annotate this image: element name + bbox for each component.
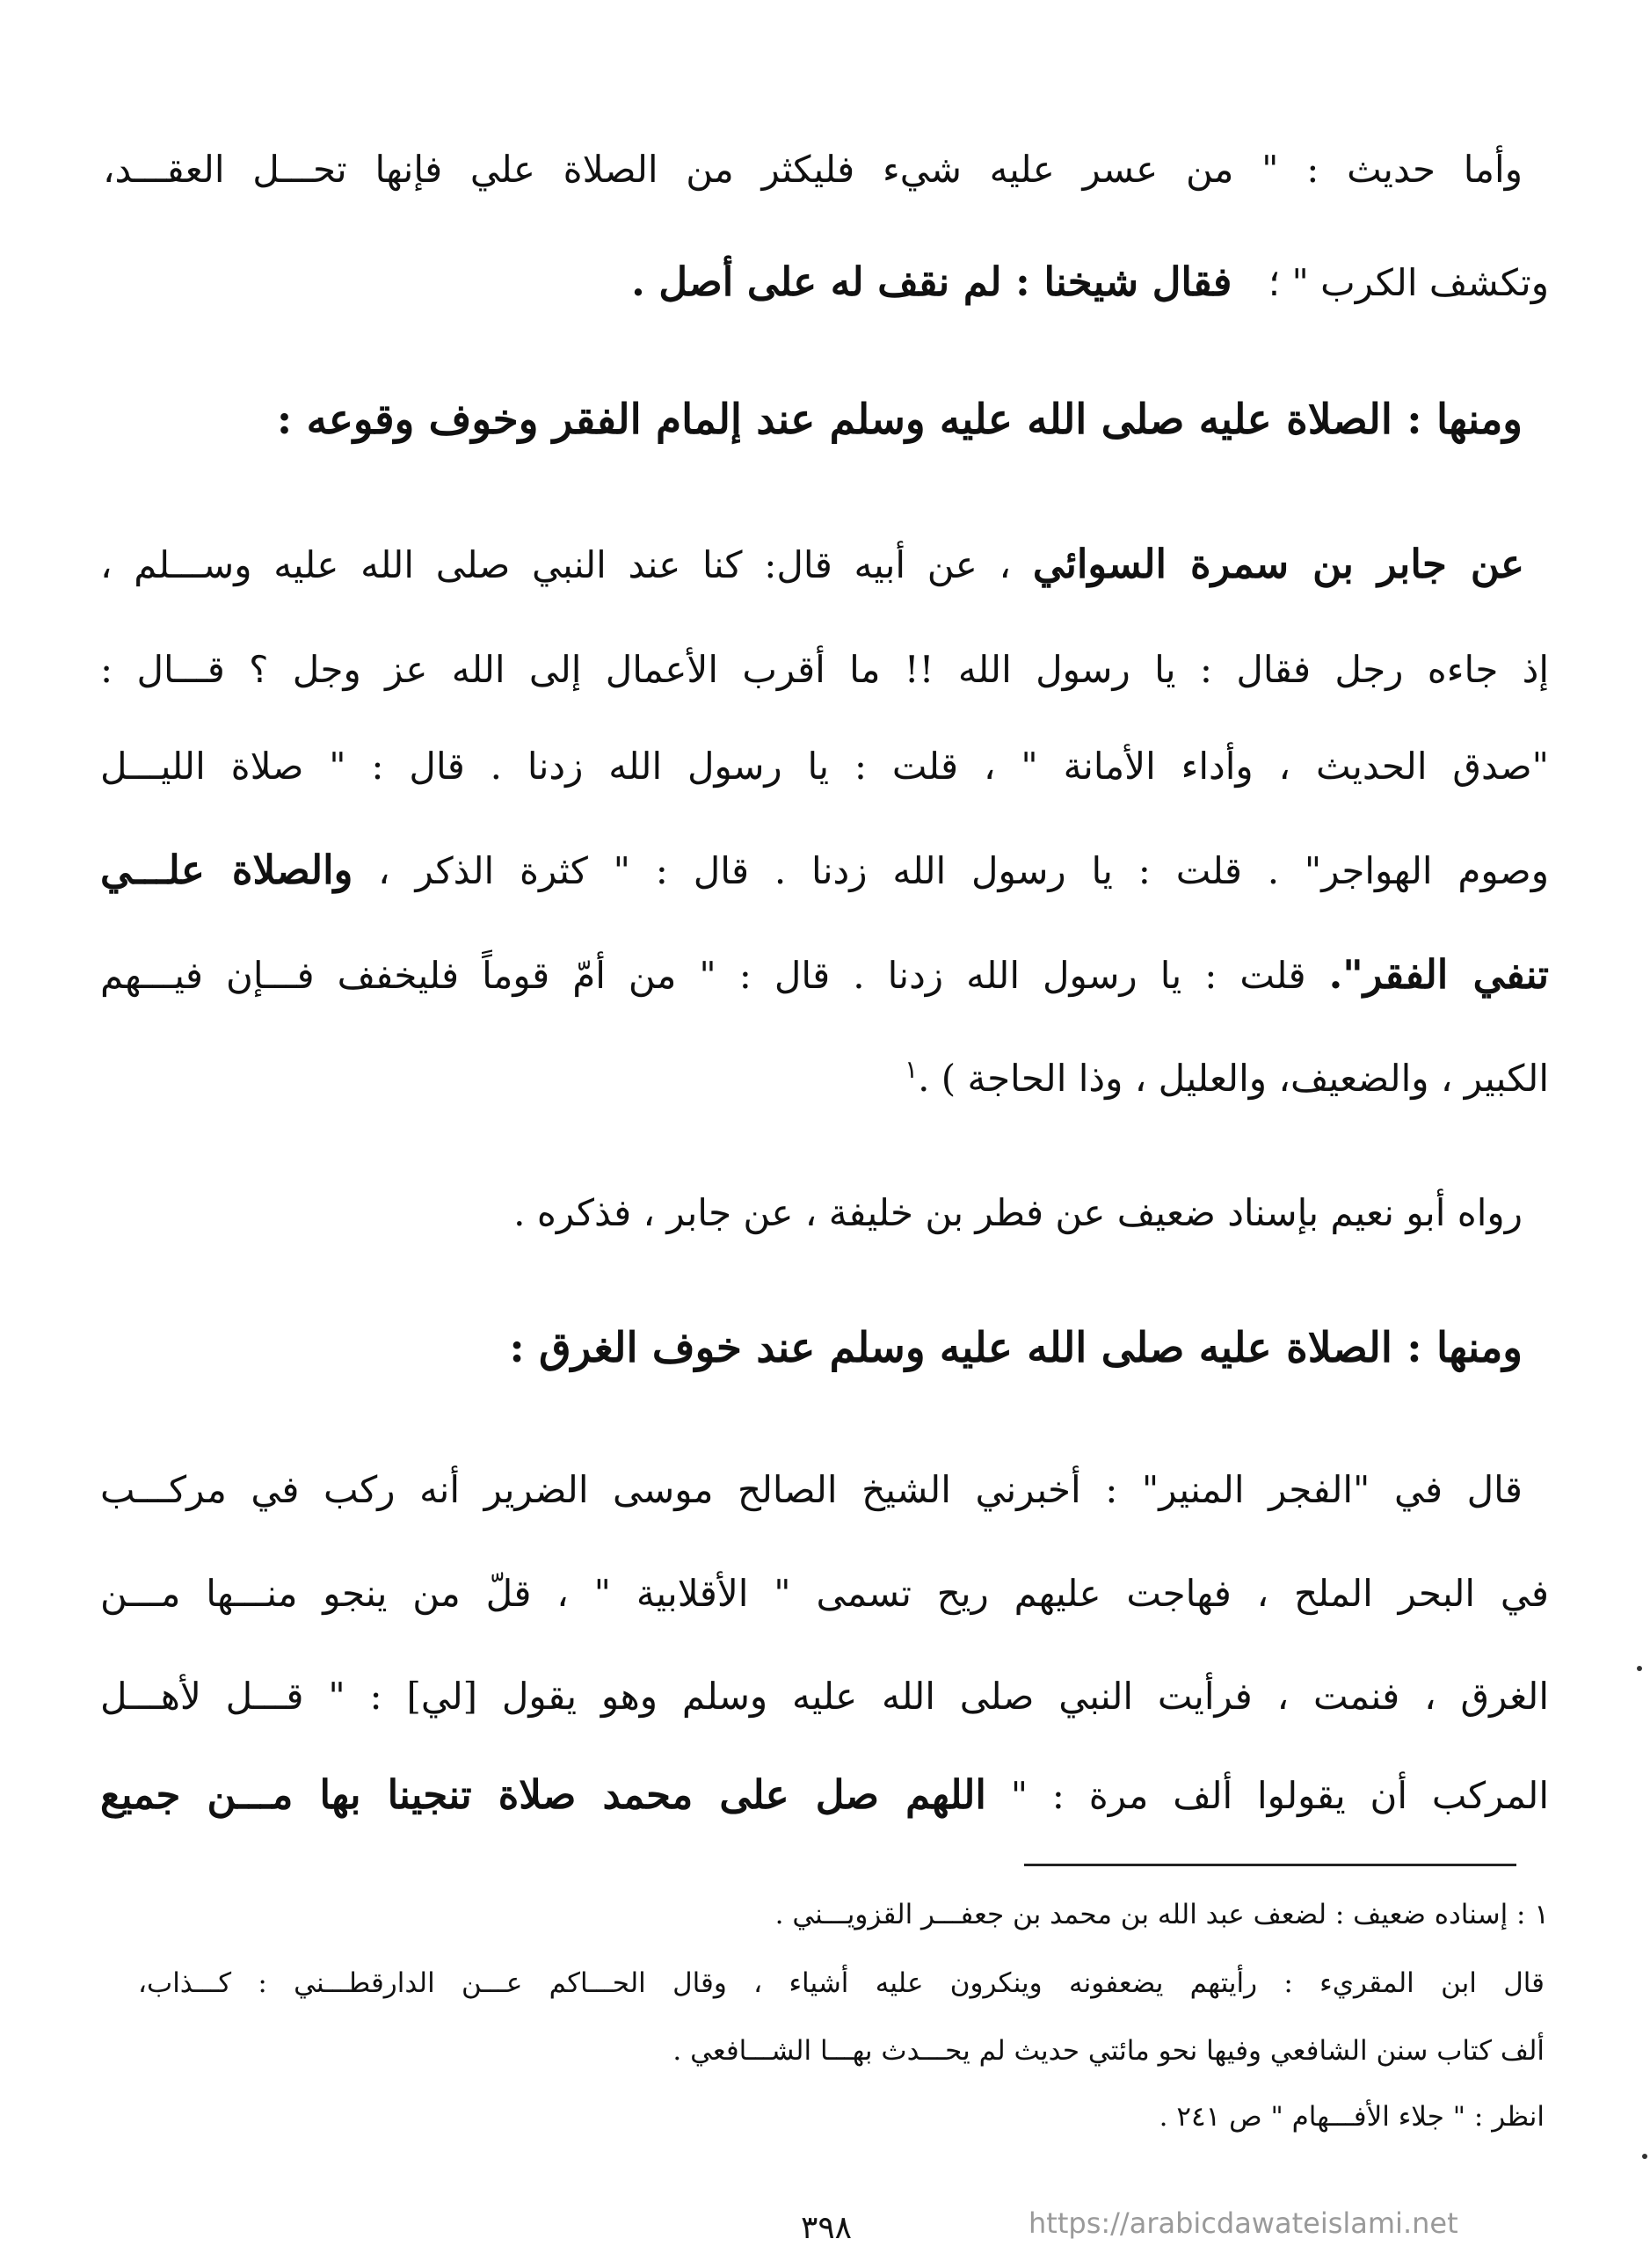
paragraph-1-line-2-text: وتكشف الكرب " ؛ <box>1268 261 1549 304</box>
paragraph-3: رواه أبو نعيم بإسناد ضعيف عن فطر بن خليفة ، عن جابر ، فذكره . <box>513 1191 1523 1234</box>
paragraph-4-line-1: قال في "الفجر المنير" : أخبرني الشيخ الصالح موسى الضرير أنه ركب في مركـــب <box>100 1468 1523 1511</box>
scan-speck <box>1642 2154 1647 2159</box>
paragraph-4-line-3: الغرق ، فنمت ، فرأيت النبي صلى الله عليه وسلم وهو يقول [لي] : " قـــل لأهـــل <box>100 1675 1549 1718</box>
paragraph-4-line-4 <box>100 1769 1549 1822</box>
paragraph-2-line-5-bold: تنفي الفقر". <box>1328 951 1549 998</box>
paragraph-2-line-3: "صدق الحديث ، وأداء الأمانة " ، قلت : يا رسول الله زدنا . قال : " صلاة الليـــل <box>100 745 1549 788</box>
paragraph-1-line-2 <box>98 256 1549 309</box>
paragraph-2-line-4 <box>100 844 1549 898</box>
paragraph-2-line-1 <box>100 538 1524 592</box>
footnote-line-2: قال ابن المقريء : رأيتهم يضعفونه وينكرون عليه أشياء ، وقال الحـــاكم عـــن الدارقطـــني : كـــذاب، <box>138 1967 1545 1999</box>
paragraph-1-line-2-bold: فقال شيخنا : لم نقف له على أصل . <box>631 258 1232 305</box>
footnote-line-4: انظر : " جلاء الأفـــهام " ص ٢٤١ . <box>1159 2101 1545 2133</box>
footnote-line-3: ألف كتاب سنن الشافعي وفيها نحو مائتي حديث لم يحـــدث بهـــا الشـــافعي . <box>672 2035 1545 2067</box>
paragraph-2-line-6 <box>100 1052 1549 1105</box>
paragraph-2-line-1-text: ، عن أبيه قال: كنا عند النبي صلى الله عليه وســـلم ، <box>100 543 1012 586</box>
page-number: ٣٩٨ <box>800 2210 852 2246</box>
section-heading-poverty: ومنها : الصلاة عليه صلى الله عليه وسلم عند إلمام الفقر وخوف وقوعه : <box>276 396 1523 444</box>
paragraph-2-line-6-text: الكبير ، والضعيف، والعليل ، وذا الحاجة ) . <box>918 1057 1549 1100</box>
scan-speck <box>1637 1666 1642 1671</box>
paragraph-1-line-1: وأما حديث : " من عسر عليه شيء فليكثر من الصلاة علي فإنها تحـــل العقـــد، <box>103 148 1523 191</box>
footnote-separator <box>1024 1864 1516 1866</box>
watermark-url: https://arabicdawateislami.net <box>1029 2206 1458 2240</box>
footnote-line-1: ١ : إسناده ضعيف : لضعف عبد الله بن محمد بن جعفـــر القزويـــني . <box>774 1899 1549 1930</box>
paragraph-4-line-4-bold: اللهم صل على محمد صلاة تنجينا بها مـــن جميع <box>100 1771 986 1818</box>
paragraph-2-line-4-bold: والصلاة علـــي <box>100 847 353 893</box>
paragraph-2-line-5 <box>100 949 1549 1002</box>
paragraph-4-line-4-text: المركب أن يقولوا ألف مرة : " <box>1010 1774 1549 1817</box>
paragraph-2-line-2: إذ جاءه رجل فقال : يا رسول الله !! ما أقرب الأعمال إلى الله عز وجل ؟ قـــال : <box>100 648 1549 691</box>
paragraph-4-line-2: في البحر الملح ، فهاجت عليهم ريح تسمى " الأقلابية " ، قلّ من ينجو منـــها مـــن <box>100 1572 1549 1615</box>
footnote-reference: ١ <box>905 1055 919 1084</box>
narrator-name: عن جابر بن سمرة السوائي <box>1032 541 1525 587</box>
paragraph-2-line-4-text: وصوم الهواجر" . قلت : يا رسول الله زدنا . قال : " كثرة الذكر ، <box>378 849 1549 892</box>
section-heading-drowning: ومنها : الصلاة عليه صلى الله عليه وسلم عند خوف الغرق : <box>509 1324 1523 1372</box>
paragraph-2-line-5-text: قلت : يا رسول الله زدنا . قال : " من أمّ قوماً فليخفف فـــإن فيـــهم <box>100 954 1306 997</box>
